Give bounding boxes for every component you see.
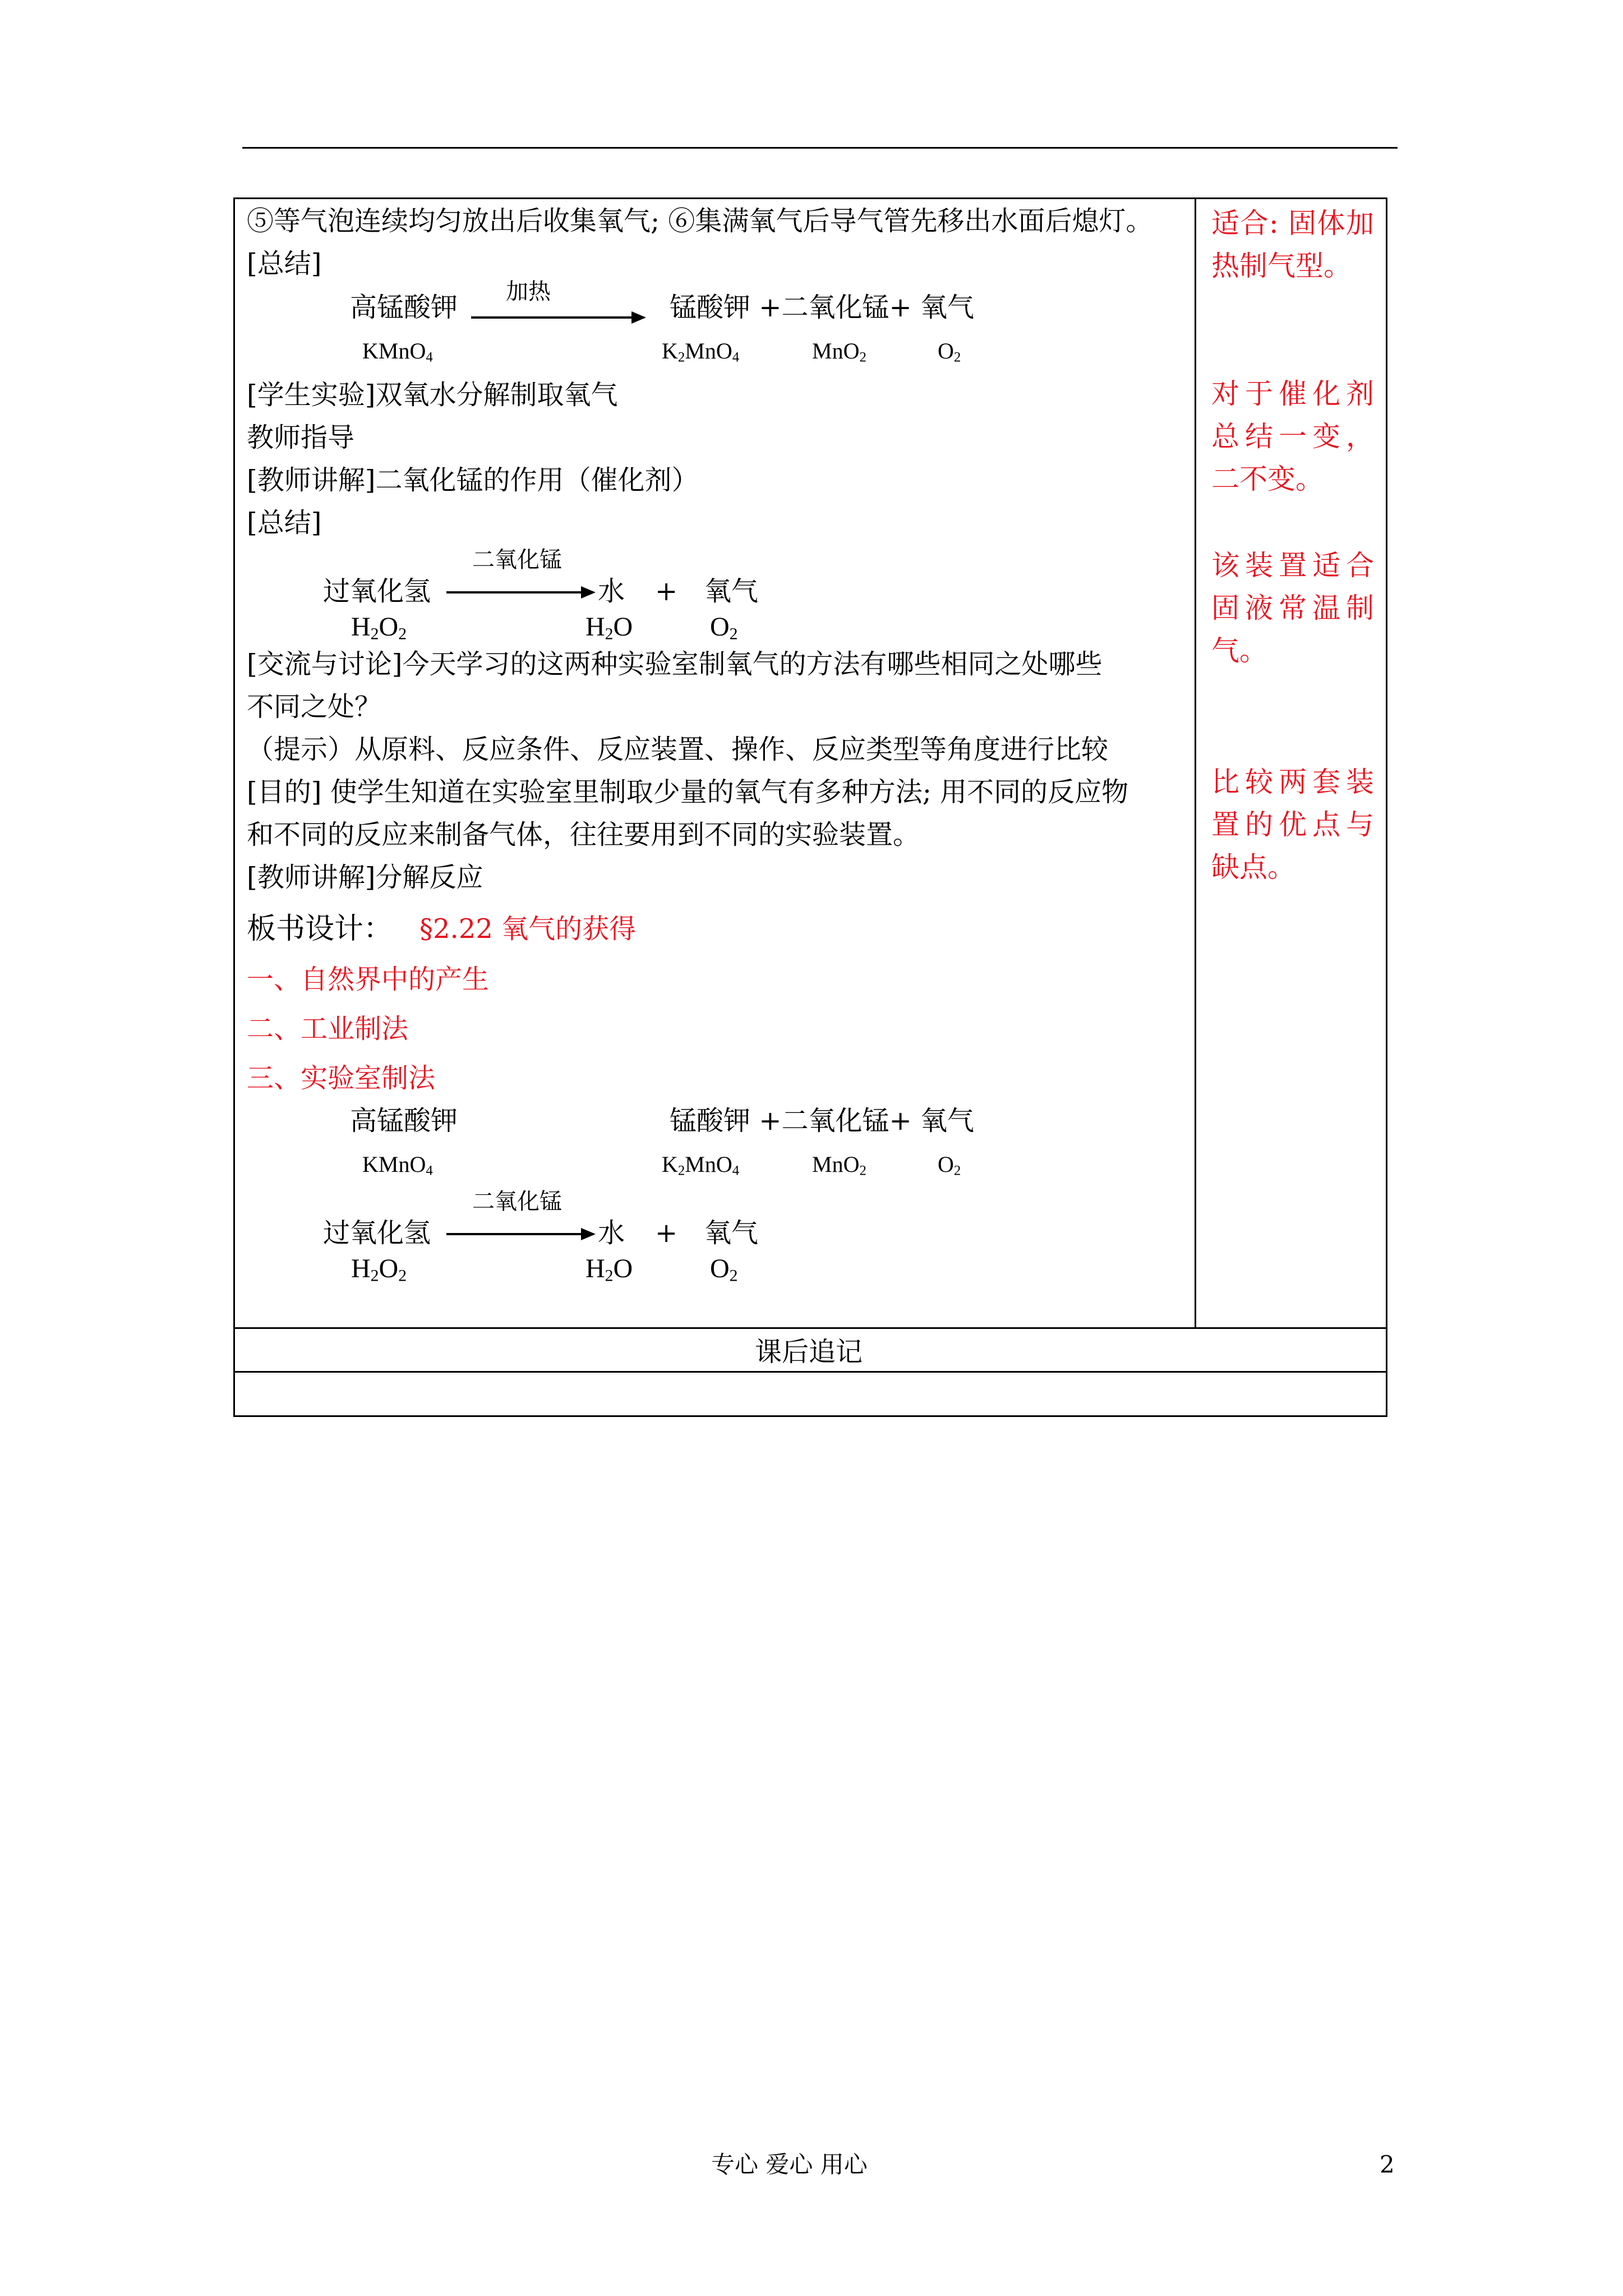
- eq2-arrow-label: 二氧化锰: [472, 547, 562, 573]
- eq1-products: 锰酸钾 +二氧化锰+ 氧气: [670, 292, 974, 323]
- board-formula-o2-b: $O_2$: [710, 1254, 738, 1285]
- student-experiment: [学生实验]双氧水分解制取氧气: [247, 379, 618, 411]
- eq2-reactant: 过氧化氢: [323, 576, 431, 607]
- header-rule: [242, 147, 1398, 149]
- formula-kmno4: KMnO$_4$: [362, 338, 433, 365]
- board-design-label: 板书设计：: [247, 912, 393, 946]
- outline-item-1: 一、自然界中的产生: [247, 964, 490, 995]
- row-divider-top: [233, 1327, 1387, 1329]
- board-eq2-reactant: 过氧化氢: [323, 1217, 431, 1249]
- eq1-reactant: 高锰酸钾: [350, 292, 458, 323]
- eq2-arrow: [446, 591, 593, 593]
- purpose-line-2: 和不同的反应来制备气体，往往要用到不同的实验装置。: [247, 819, 920, 850]
- footer-motto: 专心 爱心 用心: [711, 2151, 868, 2178]
- board-formula-h2o2: $H_2O_2$: [351, 1254, 407, 1285]
- side-note-catalyst: 对于催化剂总结一变，二不变。: [1211, 378, 1374, 495]
- eq2-water: 水: [598, 576, 625, 607]
- formula-mno2: MnO$_2$: [812, 338, 866, 365]
- board-formula-mno2: MnO$_2$: [812, 1152, 866, 1179]
- formula-h2o: $H_2O$: [585, 612, 633, 643]
- board-design-title: §2.22 氧气的获得: [419, 913, 637, 945]
- side-note-solid-heating: 适合: 固体加热制气型。: [1211, 207, 1374, 282]
- outline-item-2: 二、工业制法: [247, 1013, 409, 1045]
- column-divider: [1195, 197, 1196, 1327]
- board-eq1-reactant: 高锰酸钾: [350, 1105, 458, 1137]
- discussion-line-1: [交流与讨论]今天学习的这两种实验室制氧气的方法有哪些相同之处哪些: [247, 648, 1103, 680]
- side-note-solid-liquid: 该装置适合固液常温制气。: [1211, 549, 1374, 667]
- eq1-arrow-label: 加热: [506, 279, 551, 305]
- board-formula-o2: $O_2$: [938, 1152, 961, 1179]
- formula-o2: $O_2$: [938, 338, 961, 365]
- teacher-explanation-decomposition: [教师讲解]分解反应: [247, 862, 483, 893]
- teacher-guidance: 教师指导: [247, 422, 355, 453]
- procedure-step-line: ⑤等气泡连续均匀放出后收集氧气; ⑥集满氧气后导气管先移出水面后熄灯。: [247, 205, 1153, 237]
- discussion-line-2: 不同之处？: [247, 691, 382, 723]
- after-class-header: 课后追记: [755, 1336, 863, 1368]
- board-eq2-arrow: [446, 1233, 593, 1235]
- board-eq2-arrow-label: 二氧化锰: [472, 1189, 562, 1214]
- board-formula-kmno4: KMnO$_4$: [362, 1152, 433, 1179]
- eq2-oxygen: 氧气: [704, 576, 759, 607]
- board-eq2-water: 水: [598, 1217, 625, 1249]
- page-number: 2: [1380, 2151, 1395, 2178]
- eq2-plus: +: [655, 576, 678, 607]
- eq1-arrow: [471, 316, 644, 319]
- board-formula-h2o: $H_2O$: [585, 1254, 633, 1285]
- side-note-compare: 比较两套装置的优点与缺点。: [1211, 766, 1374, 884]
- board-eq2-plus: +: [655, 1217, 678, 1249]
- purpose-line-1: [目的] 使学生知道在实验室里制取少量的氧气有多种方法; 用不同的反应物: [247, 776, 1129, 808]
- summary-heading-2: [总结]: [247, 507, 322, 539]
- board-eq2-oxygen: 氧气: [704, 1217, 759, 1249]
- outline-item-3: 三、实验室制法: [247, 1062, 436, 1094]
- formula-o2-b: $O_2$: [710, 612, 738, 643]
- hint-line: （提示）从原料、反应条件、反应装置、操作、反应类型等角度进行比较: [247, 734, 1109, 765]
- row-divider-bottom: [233, 1371, 1387, 1373]
- board-eq1-products: 锰酸钾 +二氧化锰+ 氧气: [670, 1105, 974, 1137]
- formula-k2mno4: $K_2MnO_4$: [662, 338, 740, 365]
- formula-h2o2: $H_2O_2$: [351, 612, 407, 643]
- board-formula-k2mno4: $K_2MnO_4$: [662, 1152, 740, 1179]
- teacher-explanation-catalyst: [教师讲解]二氧化锰的作用（催化剂）: [247, 464, 699, 496]
- summary-heading-1: [总结]: [247, 248, 322, 279]
